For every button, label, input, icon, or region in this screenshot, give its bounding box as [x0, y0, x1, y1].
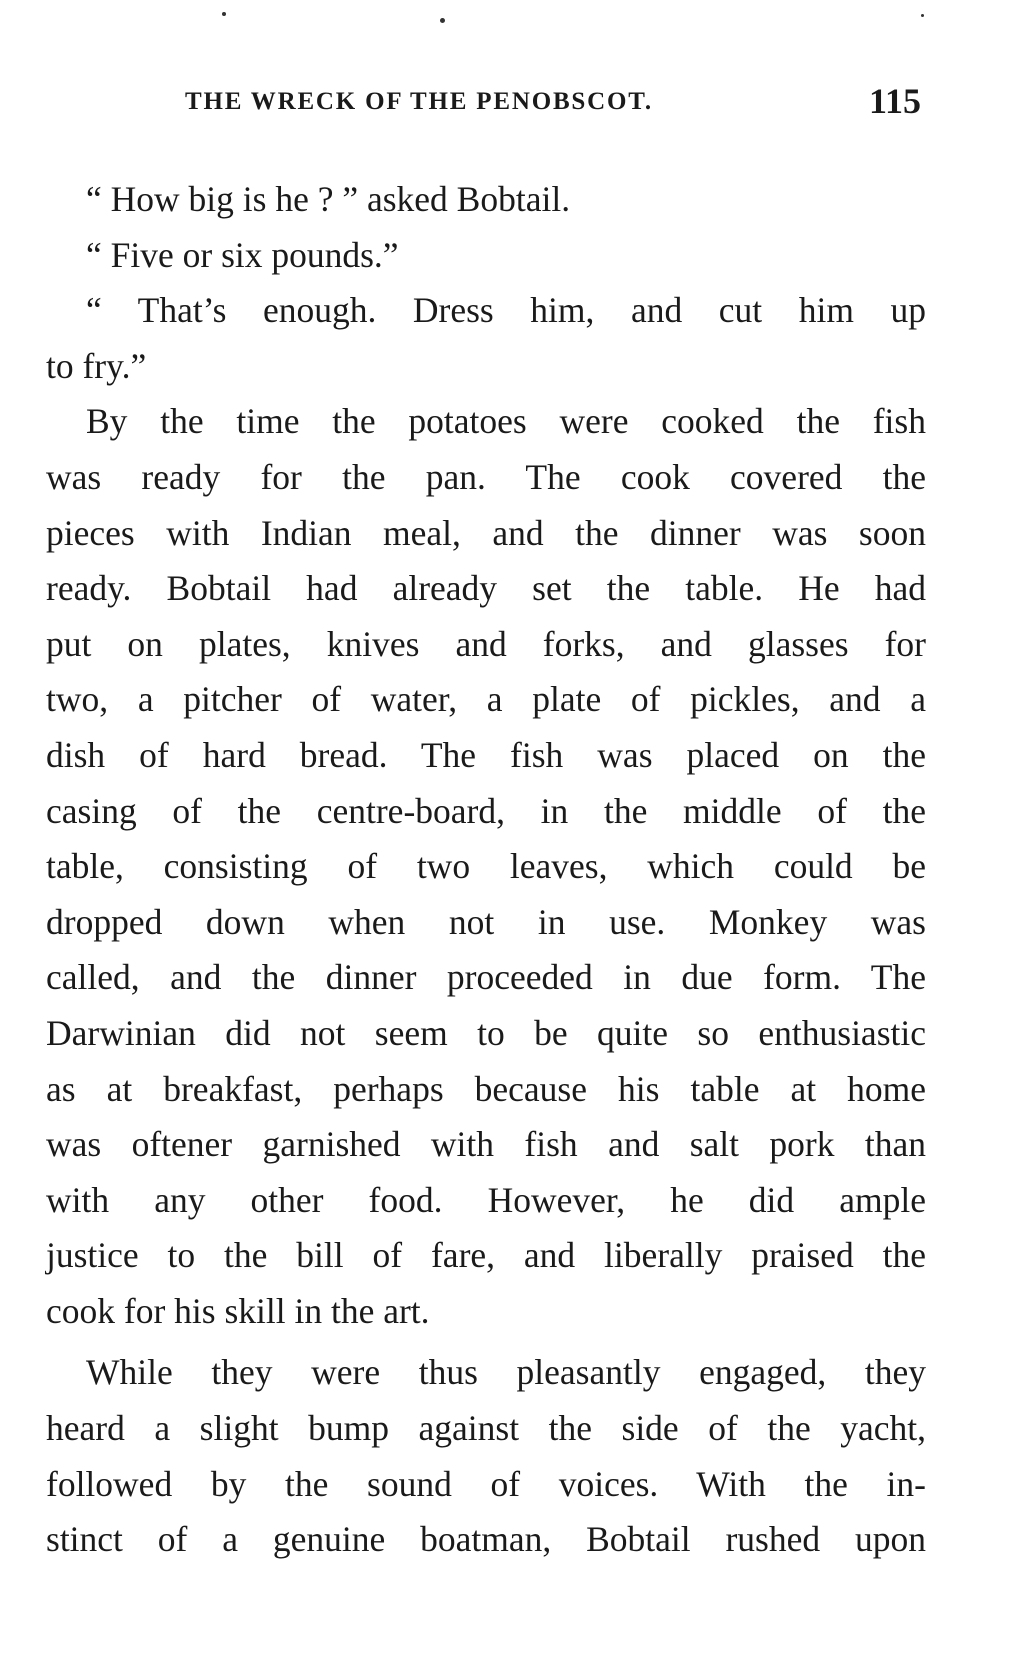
text-line: was ready for the pan. The cook covered the	[46, 456, 926, 497]
running-title: THE WRECK OF THE PENOBSCOT.	[185, 88, 653, 115]
text-line: heard a slight bump against the side of the yacht,	[46, 1408, 926, 1449]
text-line: “ That’s enough. Dress him, and cut him up	[86, 290, 926, 331]
text-line: cook for his skill in the art.	[46, 1290, 430, 1331]
text-line: was oftener garnished with fish and salt pork than	[46, 1124, 926, 1165]
text-line: table, consisting of two leaves, which could be	[46, 846, 926, 887]
body-text	[46, 172, 926, 1568]
text-line: put on plates, knives and forks, and glasses for	[46, 623, 926, 664]
text-line: dropped down when not in use. Monkey was	[46, 901, 926, 942]
text-line: ready. Bobtail had already set the table. He had	[46, 568, 926, 609]
text-line: stinct of a genuine boatman, Bobtail rushed upon	[46, 1519, 926, 1560]
text-line: justice to the bill of fare, and liberally praised the	[46, 1235, 926, 1276]
text-line: By the time the potatoes were cooked the fish	[86, 401, 926, 442]
text-line: called, and the dinner proceeded in due form. The	[46, 957, 926, 998]
text-line: followed by the sound of voices. With the in-	[46, 1463, 926, 1504]
text-line: as at breakfast, perhaps because his table at home	[46, 1068, 926, 1109]
text-line: dish of hard bread. The fish was placed on the	[46, 734, 926, 775]
text-line: While they were thus pleasantly engaged, they	[86, 1352, 926, 1393]
text-line: with any other food. However, he did ample	[46, 1179, 926, 1220]
text-line: to fry.”	[46, 345, 147, 386]
text-line: Darwinian did not seem to be quite so enthusiastic	[46, 1012, 926, 1053]
running-head	[185, 80, 921, 124]
text-line: pieces with Indian meal, and the dinner was soon	[46, 512, 926, 553]
text-line: casing of the centre-board, in the middle of the	[46, 790, 926, 831]
page-number: 115	[868, 81, 921, 121]
text-line: two, a pitcher of water, a plate of pickles, and a	[46, 679, 926, 720]
print-speck	[440, 18, 445, 23]
text-line: “ How big is he ? ” asked Bobtail.	[86, 179, 571, 219]
print-speck	[222, 12, 226, 16]
print-speck	[921, 14, 924, 17]
text-line: “ Five or six pounds.”	[86, 234, 399, 275]
